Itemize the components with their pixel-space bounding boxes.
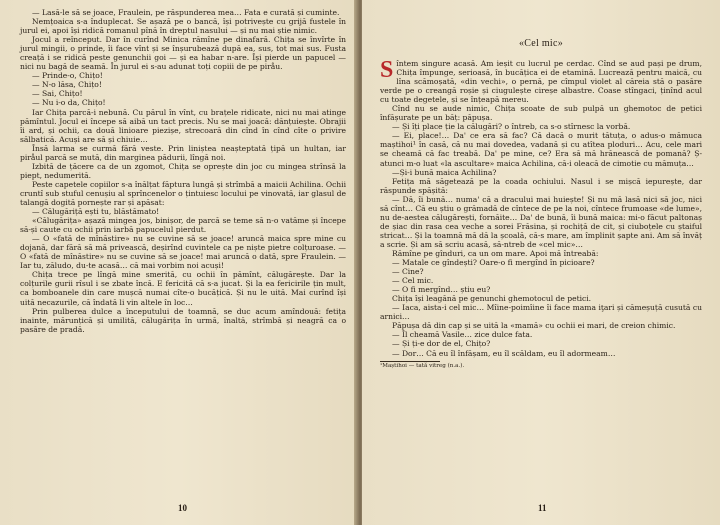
- paragraph: — Dă, îi bună… numa' că a dracului mai huiește! Și nu mă lasă nici să joc, nici să cînt… Că eu știu o grămadă de cîntece de pe la noi, cîntece frumoase «de lume», nu de-aestea călugărești, fornăite… Da' de bună, îi bună maica: mi-o făcut paltonaș de șiac din rasa cea veche a sorei Frăsina, și rochiță de cit, și ciuboțele cu ștaiful stricat… Și la toamnă mă dă la școală, că-s mare, am împlinit șapte ani. Am să învăț a scrie. Și am să scriu acasă, să-ntreb de «cel mic»…: [380, 194, 702, 249]
- footnote: ¹Maștihoi — tată vitreg (n.a.).: [380, 362, 465, 369]
- chapter-title: «Cel mic»: [518, 38, 564, 49]
- paragraph: — Călugăriță ești tu, blăstămato!: [32, 207, 160, 217]
- paragraph: — Cine?: [392, 267, 424, 277]
- paragraph: Peste capetele copiilor s-a înălțat făptura lungă și strîmbă a maicii Achilina. Ochii cruntî sub stuful cenușiu al sprîncenelor o țintuiesc locului pe vinovată, iar glasul de talangă dogită pornește rar și apăsat:: [20, 179, 346, 207]
- paragraph: [380, 59, 702, 104]
- paragraph: Chița își leagănă pe genunchi ghemotocul de petici.: [392, 294, 592, 304]
- paragraph: Păpușa dă din cap și se uită la «mamă» cu ochii ei mari, de creion chimic.: [392, 321, 676, 331]
- paragraph: — Dor… Că eu îl înfășam, eu îl scăldam, eu îl adormeam…: [392, 348, 616, 358]
- paragraph: — O fi mergînd… știu eu?: [392, 285, 491, 295]
- paragraph: — Cel mic.: [392, 276, 434, 286]
- paragraph: — Și ți-e dor de el, Chițo?: [392, 339, 491, 349]
- page-number-left: 10: [178, 503, 187, 513]
- paragraph: — Matale ce gîndești? Oare-o fi mergînd în picioare?: [392, 258, 595, 268]
- paragraph: Fetița mă săgetează pe la coada ochiului. Nasul i se mișcă iepurește, dar răspunde spășită:: [380, 176, 702, 195]
- paragraph: — Și îți place ție la călugări? o întreb, ca s-o stîrnesc la vorbă.: [392, 122, 631, 132]
- paragraph: — Iaca, aista-i cel mic… Mîine-poimîine îi face mama iţari și cămeșuță cusută cu arnici…: [380, 303, 702, 322]
- paragraph: Jocul a reînceput. Dar în curînd Minica rămîne pe dinafară. Chița se învîrte în jurul mingii, o prinde, îi face vînt și se înșurubează după ea, sus, tot mai sus. Fusta creață i se ridică peste genunchii goi — și ea habar n-are. Își pierde un papucel — nici nu bagă de seamă. În jurul ei s-au adunat toți copiii de pe piråu.: [20, 35, 346, 72]
- footnote-rule: [380, 361, 440, 362]
- paragraph: Nemțoaica s-a înduplecat. Se așază pe o bancă, își potrivește cu grijă fustele în jurul ei, apoi își ridică romanul pînă în dreptul nasului — și nu mai știe nimic.: [20, 17, 346, 36]
- paragraph: —Și-i bună maica Achilina?: [392, 167, 497, 177]
- paragraph: — Îl cheamă Vasile… zice dulce fata.: [392, 330, 533, 340]
- paragraph: — Nu i-o da, Chițo!: [32, 98, 106, 108]
- drop-cap: S: [380, 57, 394, 83]
- paragraph: Chița trece pe lîngă mine smerită, cu ochii în pămînt, călugărește. Dar la colțurile gurii rîsul i se zbate încă. E fericită că s-a jucat. Și la ea fericirile țin mult, ca bomboanele din care mușcă numai cîte-o bucățică. Și nu le uită. Mai curînd își uită necazurile, că îndată li vin altele în loc…: [20, 270, 346, 307]
- paragraph: Cînd nu se aude nimic, Chița scoate de sub pulpă un ghemotoc de petici înfășurate pe un băț: păpușa.: [380, 104, 702, 123]
- paragraph-text: întem singure acasă. Am ieșit cu lucrul pe cerdac. Cînd se aud pași pe drum, Chița împunge, serioasă, în bucățica ei de etamină. Lucrează pentru maică, cu lîna scămoșată, «din vechi», o pernă, pe cîmpul violet al căreia stă o pasăre verde pe o creangă roșie și ciugulește cireșe albastre. Coase stîngaci, ținînd acul cu toate degetele, și se înțeapă mereu.: [380, 59, 702, 105]
- paragraph: Însă larma se curmă fără veste. Prin liniștea neașteptată țipă un hultan, iar piråul parcă se mută, din marginea pădurii, lîngă noi.: [20, 143, 346, 162]
- paragraph: — Sai, Chițo!: [32, 89, 83, 99]
- page-number-right: 11: [538, 503, 547, 513]
- left-page-text: [20, 8, 346, 334]
- paragraph: — O «fată de mînăstire» nu se cuvine să se joace! aruncă maica spre mine cu dojană, dar fără să mă privească, deșirînd cuvintele ca pe niște pietre colțuroase. — O «fată de mînăstire» nu se cuvine să se joace! mai aruncă o dată, spre Fraulein. — Iar tu, zăludo, du-te acasă… că mai vorbim noi acuși!: [20, 234, 346, 271]
- paragraph: Prin pulberea dulce a începutului de toamnă, se duc acum amîndouă: fetița inainte, mărunțică și umilită, călugărița în urmă, înaltă, strîmbă și neagră ca o pasăre de pradă.: [20, 306, 346, 334]
- right-page: [362, 0, 720, 525]
- right-page-text: [380, 59, 702, 358]
- left-page: [0, 0, 358, 525]
- paragraph: Izbită de țăcere ca de un zgomot, Chița se oprește din joc cu mingea strînsă la piept, nedumerită.: [20, 161, 346, 180]
- paragraph: Rămîne pe gînduri, ca un om mare. Apoi mă întreabă:: [392, 248, 599, 258]
- paragraph: «Călugărița» așază mingea jos, binișor, de parcă se teme să n-o vatăme și începe să-și caute cu ochii prin iarbă papucelul pierdut.: [20, 216, 346, 235]
- paragraph: — N-o lăsa, Chițo!: [32, 80, 102, 90]
- paragraph: — Ei, place!… Da' ce era să fac? Că dacă o murit tătuța, o adus-o mămuca maștihoi¹ în casă, că nu mai dovedea, vadană și cu atîtea ploduri… Acu, cele mari se cheamă că fac treabă. Da' pe mine, ce? Era să mă hrănească de pomană? Ș-atunci m-o luat «la ascultare» maica Achilina, că-i oleacă de cimotie cu mămuța…: [380, 131, 702, 168]
- paragraph: — Prinde-o, Chițo!: [32, 71, 103, 81]
- paragraph: Iar Chița parcă-i nebună. Cu părul în vînt, cu brațele ridicate, nici nu mai atinge pămîntul. Jocul ei începe să aibă un tact precis. Nu se mai joacă: dănțuiește. Obrajii îi ard, și ochii, ca două linioare piezișe, strecoară din cînd în cînd cîte o privire sălbatică. Acuși are să și chiuie…: [20, 107, 346, 144]
- paragraph: — Lasă-le să se joace, Fraulein, pe răspunderea mea… Fata e curată și cuminte.: [32, 8, 340, 17]
